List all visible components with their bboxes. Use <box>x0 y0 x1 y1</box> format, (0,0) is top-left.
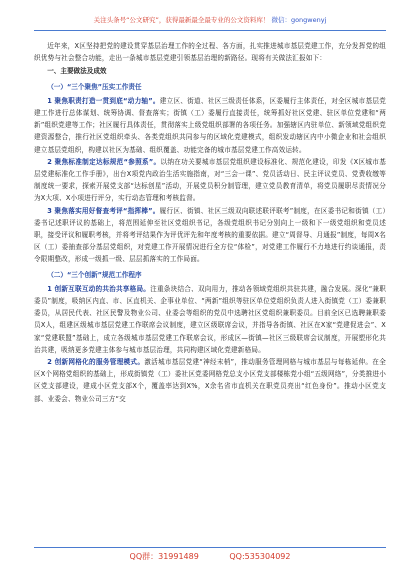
paragraph-1-body: 建立区、街道、社区三级责任体系，区委履行主体责任，对全区城市基层党建工作进行总体谋划、统筹协调、督查落实；街镇（工）委履行直接责任，统筹抓好社区党建、驻区单位党建和“两新”组织党建等工作；社区履行具体责任，贯彻落实上级党组织部署的各项任务。加强辖区内驻单位、新领域党组织党建资源整合，推行社区党组织牵头、各类党组织共同参与的区域化党建模式，组织发动辖区内中小微企业和社会组织建立基层党组织，构建以社区为基础、组织覆盖、功能完备的城市基层党建工作高效运转。 <box>34 96 386 154</box>
paragraph-1-lead: 1 聚焦职责打造一贯到底“动力轴”。 <box>47 96 160 105</box>
subsection-heading-1: （一）“三个聚焦”压实工作责任 <box>47 82 142 91</box>
paragraph-3-lead: 3 聚焦落实用好督查考评“指挥棒”。 <box>47 206 160 215</box>
paragraph-5-body: 激活城市基层党建“神经末梢”，推动服务管理网格与城市基层与每栋延伸。在全区X个网格党组织的基础上，形成街镇党（工）委社区党委网格党总支小区党支部楼栋党小组“五级网络”，分类推进小区党支部建设，建成小区党支部X个，覆盖率达到X%，X余名省市直机关在职党员亮出“红色身份”。推动小区党支部、业委会、物业公司三方“交 <box>34 358 386 403</box>
paragraph-2-lead: 2 聚焦标准制定达标规范“参照系”。 <box>47 157 161 166</box>
intro-paragraph: 近年来，X区坚持把党的建设贯穿基层治理工作的全过程、各方面，扎实推进城市基层党建工作，充分发挥党的组织优势与社会整合功能，走出一条城市基层党建引领基层治理的新路径。现将有关做法汇报如下： <box>34 42 386 63</box>
paragraph-1 <box>34 95 386 156</box>
paragraph-4 <box>34 283 386 356</box>
header-wechat-id: gongwenyj <box>290 16 327 24</box>
paragraph-2-body: 以纳在功关要城市基层党组织建设标准化、规范化建设，印发《X区城市基层党建标准化工作手册》，出台X项党内政治生活实施指南，对“三会一课”、党员活动日、民主评议党员、党费收缴等制度统一要求，探索开展党支部“达标创星”活动，开展党员积分制管理，建立党员教育清单，将党员履职尽责情况分为X大项、X小项进行评分，实行动态管理和考核监督。 <box>34 157 386 203</box>
paragraph-5-lead: 2 创新网格化的服务管理模式。 <box>47 358 145 367</box>
paragraph-3-body: 履行区、街镇、社区三级双向联述联评联考”制度，在区委书记和街镇（工）委书记述职评议的基础上，将范围延伸至社区党组织书记，各级党组织书记分别向上一级和下一级党组织和党员述职，接受评议和履职考核，并将考评结果作为评优评先和年度考核的重要依据。建立“周督导、月通报”制度，每周X名区（工）委抽查部分基层党组织，对党建工作开展情况进行全方位“体检”，对党建工作履行不力地进行约谈通报，责令限期整改，形成一级抓一级、层层抓落实的工作局面。 <box>34 206 386 264</box>
document-body <box>34 40 386 536</box>
header-wechat-label: 微信： <box>271 16 291 24</box>
paragraph-3 <box>34 205 386 266</box>
subsection-heading-2: （二）“三个创新”规范工作程序 <box>47 270 142 279</box>
section-heading: 一、主要做法及成效 <box>47 67 107 76</box>
header-promo-text: 关注头条号“公文研究”，获得最新最全最专业的公文资料库！ <box>93 16 270 24</box>
footer-qq-number: QQ:535304092 <box>229 552 291 561</box>
page-header <box>34 14 386 31</box>
footer-qq-group: QQ群：31991489 <box>129 552 199 561</box>
paragraph-4-lead: 1 创新互联互动的共治共享格局。 <box>47 284 151 293</box>
paragraph-2 <box>34 156 386 205</box>
paragraph-4-body: 注重条块结合、双向用力，推动各领域党组织共驻共建，融合发展。深化“兼职委员”制度，吸纳区内直、市、区直机关、企事业单位、“两新”组织等驻区单位党组织负责人进入街镇党（工）委兼职委员，从居民代表、社区民警及物业公司、业委会等组织的党员中选聘社区党组织兼职委员。目前全区已选聘兼职委员X人，组建区级城市基层党建工作联席会议制度，建立区级联席会议，并指导各街镇、社区在X家“党建促进会”、X家“党建联盟”基础上，成立各级城市基层党建工作联席会议，形成区—街镇—社区三级联席会议制度，开展塑形化共治共建，吸纳更多党建主体参与城市基层治理，共同构建区域化党建新格局。 <box>34 284 386 354</box>
paragraph-5 <box>34 356 386 405</box>
page-footer <box>34 547 386 566</box>
